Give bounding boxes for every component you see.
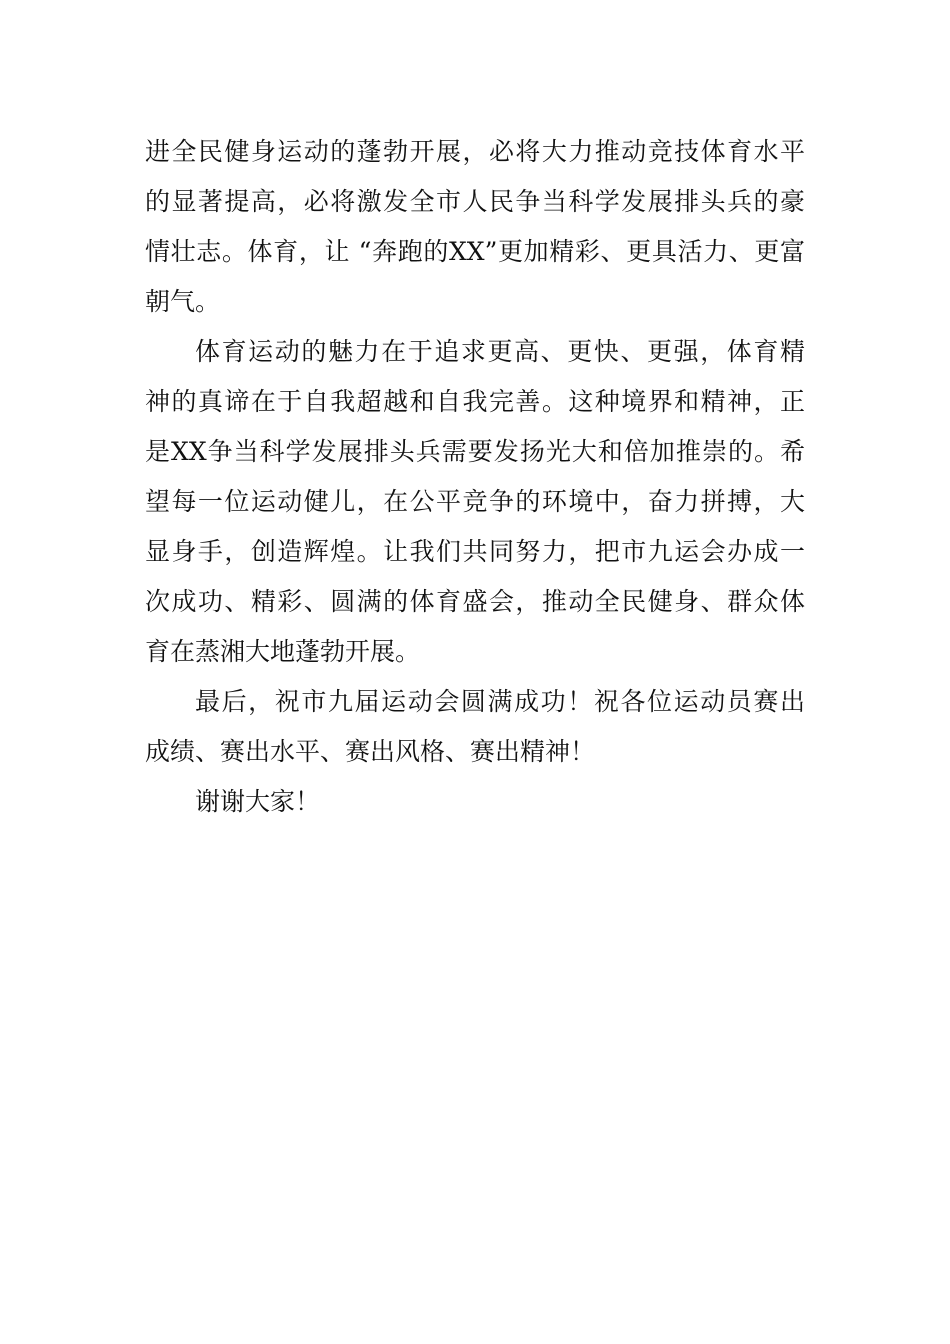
closing-thanks: 谢谢大家！	[195, 787, 321, 816]
paragraph-2-line-6: 次成功、精彩、圆满的体育盛会，推动全民健身、群众体	[145, 587, 805, 616]
paragraph-3-line-2: 成绩、赛出水平、赛出风格、赛出精神！	[145, 737, 596, 766]
paragraph-2-line-1: 体育运动的魅力在于追求更高、更快、更强，体育精	[195, 337, 805, 366]
paragraph-2-line-5: 显身手，创造辉煌。让我们共同努力，把市九运会办成一	[145, 537, 805, 566]
paragraph-2-line-7: 育在蒸湘大地蓬勃开展。	[145, 637, 421, 666]
paragraph-1-line-4: 朝气。	[145, 287, 221, 316]
paragraph-2-line-3: 是XX争当科学发展排头兵需要发扬光大和倍加推崇的。希	[145, 437, 805, 466]
paragraph-1-line-3: 情壮志。体育，让 “奔跑的XX”更加精彩、更具活力、更富	[145, 237, 805, 266]
paragraph-2-line-2: 神的真谛在于自我超越和自我完善。这种境界和精神，正	[145, 387, 805, 416]
paragraph-2-line-4: 望每一位运动健儿，在公平竞争的环境中，奋力拼搏，大	[145, 487, 805, 516]
paragraph-1-line-2: 的显著提高，必将激发全市人民争当科学发展排头兵的豪	[145, 187, 805, 216]
paragraph-1-line-1: 进全民健身运动的蓬勃开展，必将大力推动竞技体育水平	[145, 137, 805, 166]
paragraph-3-line-1: 最后，祝市九届运动会圆满成功！祝各位运动员赛出	[195, 687, 805, 716]
